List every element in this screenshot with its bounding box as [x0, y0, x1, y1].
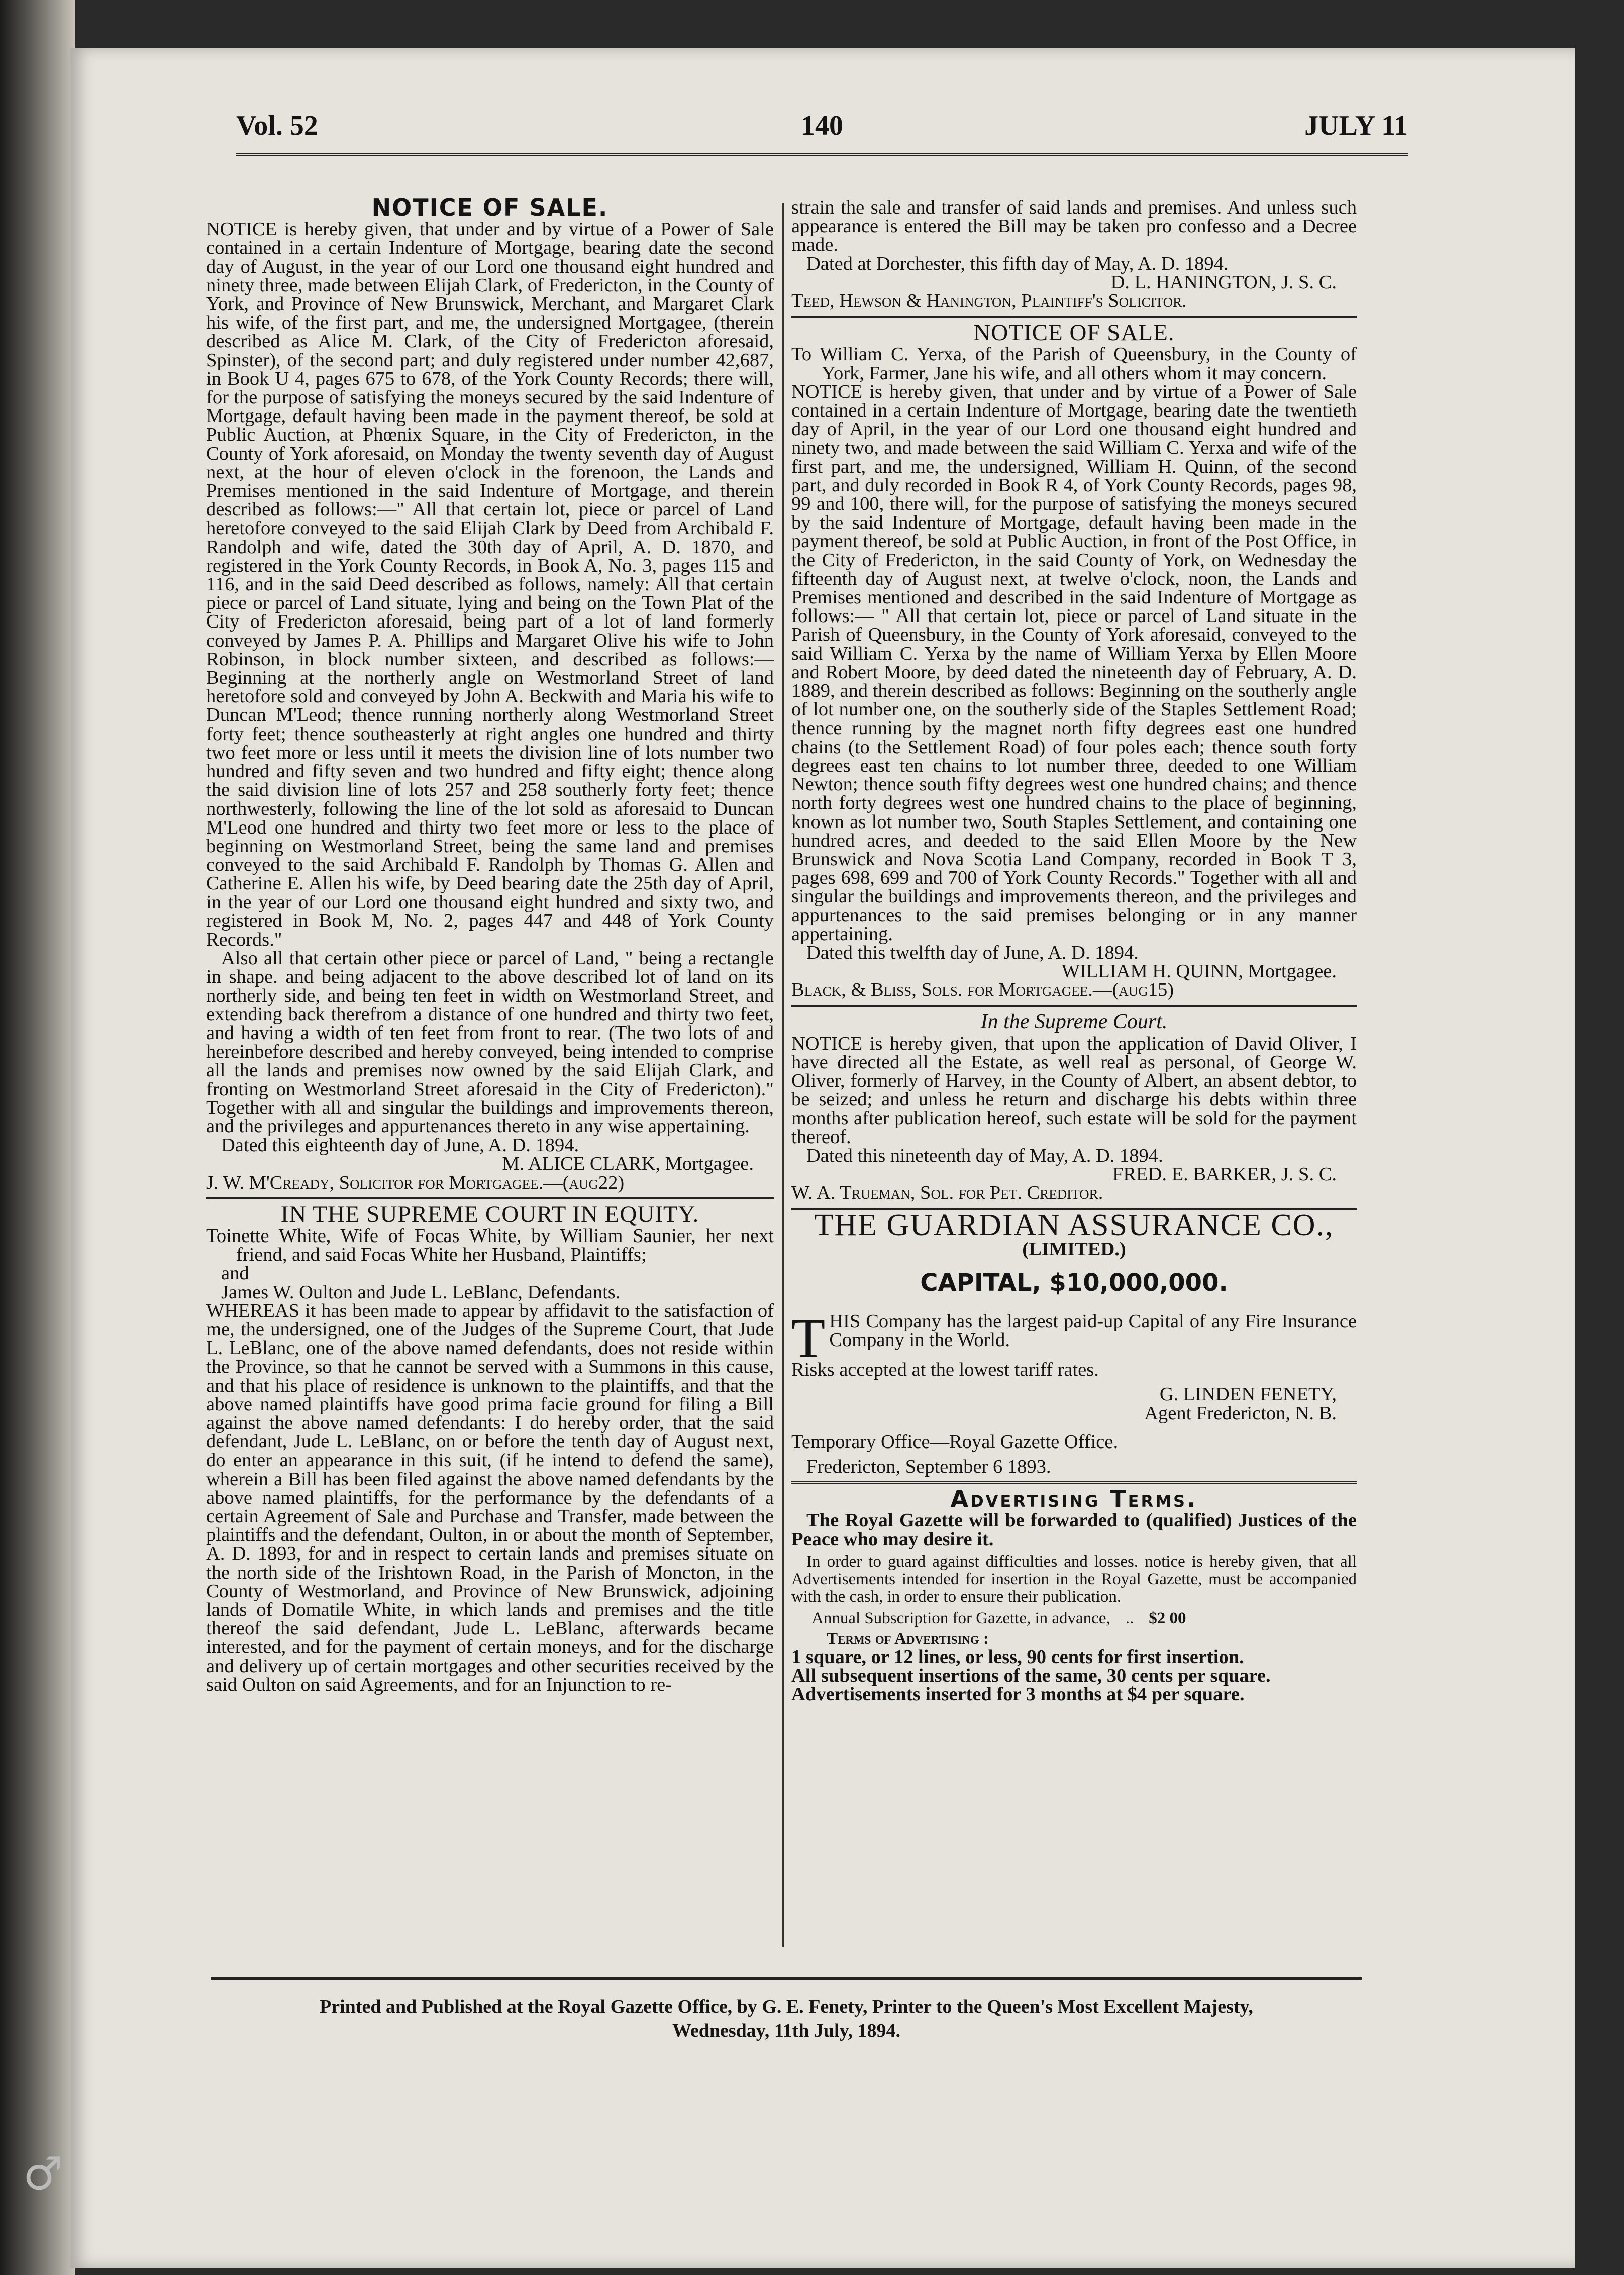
guardian-agent-location: Agent Fredericton, N. B.: [1144, 1402, 1337, 1424]
equity-solicitor: Teed, Hewson & Hanington, Plaintiff's Solicitor.: [791, 290, 1187, 312]
volume-label: Vol. 52: [236, 110, 318, 141]
notice-of-sale-title: NOTICE OF SALE.: [371, 194, 608, 221]
guardian-office: Temporary Office—Royal Gazette Office.: [791, 1431, 1119, 1453]
supreme-court-solicitor: W. A. Trueman, Sol. for Pet. Creditor.: [791, 1182, 1103, 1204]
notice-of-sale-2-addressee: To William C. Yerxa, of the Parish of Queensbury, in the County of York, Farmer, Jane his wife, and all others whom it may concern.: [791, 344, 1357, 384]
guardian-date: Fredericton, September 6 1893.: [806, 1456, 1051, 1477]
subscription-row: [791, 1610, 1357, 1627]
equity-body: WHEREAS it has been made to appear by affidavit to the satisfaction of me, the undersigned, one of the Judges of the Supreme Court, that Jude L. LeBlanc, one of the above named defendants, does not reside within the Province, so that he cannot be served with a Summons in this cause, and that his place of residence is unknown to the plaintiffs, and that the above named plaintiffs have good prima facie ground for filing a Bill against the above named defendants: I do hereby order, that the said defendant, Jude L. LeBlanc, on or before the tenth day of August next, do enter an appearance in this suit, (if he intend to defend the same), wherein a Bill has been filed against the above named defendants by the above named plaintiffs, for the performance by the defendants of a certain Agreement of Sale and Purchase and Transfer, made between the plaintiffs and the defendant, Oulton, in or about the month of September, A. D. 1893, for and in respect to certain lands and premises situate on the north side of the Irishtown Road, in the Parish of Moncton, in the County of Westmorland, and Province of New Brunswick, adjoining lands of Domatile White, in which lands and premises and the title thereof the said defendant, Jude L. LeBlanc, afterwards became interested, and for the payment of certain moneys, and for the discharge and delivery up of certain mortgages and other securities received by the said Oulton on said Agreements, and for an Injunction to re-: [206, 1300, 774, 1695]
issue-date: JULY 11: [1304, 110, 1408, 141]
guardian-body: HIS Company has the largest paid-up Capital of any Fire Insurance Company in the World.: [829, 1312, 1357, 1351]
advertising-terms-title: Advertising Terms.: [950, 1485, 1198, 1513]
subscription-price: $2 00: [1149, 1609, 1186, 1627]
page-mark: ♂: [23, 2148, 63, 2201]
advertising-intro: The Royal Gazette will be forwarded to (qualified) Justices of the Peace who may desire it.: [791, 1510, 1357, 1550]
imprint-line-1: Printed and Published at the Royal Gazette Office, by G. E. Fenety, Printer to the Queen's Most Excellent Majesty,: [320, 1996, 1253, 2017]
notice-of-sale-signature: M. ALICE CLARK, Mortgagee.: [502, 1153, 754, 1175]
section-rule: [206, 1197, 774, 1199]
equity-dated: Dated at Dorchester, this fifth day of May, A. D. 1894.: [806, 253, 1229, 274]
left-column: [206, 194, 774, 1695]
advertising-note: In order to guard against difficulties and losses. notice is hereby given, that all Advertisements intended for insertion in the Royal Gazette, must be accompanied with the cash, in order to ensure their publication.: [791, 1552, 1357, 1606]
equity-and: and: [221, 1263, 249, 1284]
equity-defendants: James W. Oulton and Jude L. LeBlanc, Defendants.: [221, 1281, 621, 1303]
imprint-footer: [211, 1977, 1362, 2043]
book-gutter: [0, 0, 75, 2275]
page-header: [236, 98, 1408, 156]
subscription-dots: ..: [1125, 1609, 1134, 1627]
guardian-risks: Risks accepted at the lowest tariff rates.: [791, 1359, 1099, 1381]
guardian-dropcap: T: [791, 1312, 826, 1361]
equity-judge-signature: D. L. HANINGTON, J. S. C.: [1110, 271, 1337, 293]
right-column: [791, 198, 1357, 1704]
supreme-court-signature: FRED. E. BARKER, J. S. C.: [1112, 1164, 1337, 1185]
subscription-label: Annual Subscription for Gazette, in advance,: [811, 1609, 1110, 1627]
guardian-capital: CAPITAL, $10,000,000.: [920, 1268, 1228, 1297]
equity-title: IN THE SUPREME COURT IN EQUITY.: [280, 1201, 699, 1227]
notice-of-sale-dated: Dated this eighteenth day of June, A. D. 1894.: [221, 1134, 579, 1156]
notice-of-sale-2-dated: Dated this twelfth day of June, A. D. 1894.: [806, 942, 1139, 963]
section-rule: [791, 316, 1357, 318]
page-number: 140: [801, 110, 843, 141]
guardian-paragraph: [791, 1312, 1357, 1361]
term-3: Advertisements inserted for 3 months at $4 per square.: [791, 1684, 1245, 1705]
term-1: 1 square, or 12 lines, or less, 90 cents for first insertion.: [791, 1646, 1244, 1668]
notice-of-sale-2-title: NOTICE OF SALE.: [973, 320, 1175, 346]
notice-of-sale-body: NOTICE is hereby given, that under and by virtue of a Power of Sale contained in a certain Indenture of Mortgage, bearing date the second day of August, in the year of our Lord one thousand eight hundred and ninety three, made between Elijah Clark, of Fredericton, in the County of York, and Province of New Brunswick, Merchant, and Margaret Clark his wife, of the first part, and me, the undersigned Mortgagee, (therein described as Alice M. Clark, of the City of Fredericton aforesaid, Spinster), of the second part; and duly registered under number 42,687, in Book U 4, pages 675 to 678, of the York County Records; there will, for the purpose of satisfying the moneys secured by the said Indenture of Mortgage, default having been made in the payment thereof, be sold at Public Auction, at Phœnix Square, in the City of Fredericton, in the County of York aforesaid, on Monday the twenty seventh day of August next, at the hour of eleven o'clock in the forenoon, the Lands and Premises mentioned in the said Indenture of Mortgage, and therein described as follows:—" All that certain lot, piece or parcel of Land heretofore conveyed to the said Elijah Clark by Deed from Archibald F. Randolph and wife, dated the 30th day of April, A. D. 1870, and registered in the York County Records, in Book A, No. 3, pages 115 and 116, and in the said Deed described as follows, namely: All that certain piece or parcel of Land situate, lying and being on the Town Plat of the City of Fredericton aforesaid, being part of a lot of land formerly conveyed by James P. A. Phillips and Margaret Olive his wife to John Robinson, in block number sixteen, and described as follows:—Beginning at the northerly angle on Westmorland Street of land heretofore sold and conveyed by John A. Beckwith and Maria his wife to Duncan M'Leod; thence running northerly along Westmorland Street forty feet; thence southeasterly at right angles one hundred and thirty two feet more or less until it meets the division line of lots number two hundred and fifty seven and two hundred and fifty eight; thence along the said division line of lots 257 and 258 southerly forty feet; thence northwesterly, following the line of the lot sold as aforesaid to Duncan M'Leod one hundred and thirty two feet more or less to the place of beginning on Westmorland Street, being the same land and premises conveyed to the said Archibald F. Randolph by Thomas G. Allen and Catherine E. Allen his wife, by Deed bearing date the 25th day of April, in the year of our Lord one thousand eight hundred and sixty two, and registered in Book M, No. 2, pages 447 and 448 of York County Records.": [206, 219, 774, 950]
supreme-court-dated: Dated this nineteenth day of May, A. D. 1894.: [806, 1145, 1163, 1166]
section-rule: [791, 1481, 1357, 1484]
notice-of-sale-solicitor: J. W. M'Cready, Solicitor for Mortgagee.—(aug22): [206, 1172, 625, 1193]
term-2: All subsequent insertions of the same, 30 cents per square.: [791, 1665, 1271, 1686]
notice-of-sale-body-2: Also all that certain other piece or parcel of Land, " being a rectangle in shape. and being adjacent to the above described lot of land on its northerly side, and being ten feet in width on Westmorland Street, and extending back therefrom a distance of one hundred and thirty two feet, and having a width of ten feet from front to rear. (The two lots of and hereinbefore described and hereby conveyed, being intended to comprise all the lands and premises now owned by the said Elijah Clark, and fronting on Westmorland Street aforesaid in the City of Fredericton)." Together with all and singular the buildings and improvements thereon, and the privileges and appurtenances thereto in any wise appertaining.: [206, 948, 774, 1137]
notice-of-sale-2-body: NOTICE is hereby given, that under and by virtue of a Power of Sale contained in a certain Indenture of Mortgage, bearing date the twentieth day of April, in the year of our Lord one thousand eight hundred and ninety two, and made between the said William C. Yerxa and wife of the first part, and me, the undersigned, William H. Quinn, of the second part, and duly recorded in Book R 4, of York County Records, pages 98, 99 and 100, there will, for the purpose of satisfying the moneys secured by the said Indenture of Mortgage, default having been made in the payment thereof, be sold at Public Auction, in front of the Post Office, in the City of Fredericton, in the said County of York, on Wednesday the fifteenth day of August next, at twelve o'clock, noon, the Lands and Premises mentioned and described in the said Indenture of Mortgage as follows:— " All that certain lot, piece or parcel of Land situate in the Parish of Queensbury, in the County of York aforesaid, conveyed to the said William C. Yerxa by the name of William Yerxa by Ellen Moore and Robert Moore, by deed dated the nineteenth day of February, A. D. 1889, and therein described as follows: Beginning on the southerly angle of lot number one, on the southerly side of the Staples Settlement Road; thence running by the magnet north fifty degrees east one hundred chains (to the Settlement Road) of four poles each; thence south forty degrees east ten chains to lot number three, deeded to one William Newton; thence south fifty degrees west one hundred chains; and thence north forty degrees west one hundred chains to the place of beginning, known as lot number two, South Staples Settlement, and containing one hundred acres, and deeded to the said Ellen Moore by the New Brunswick and Nova Scotia Land Company, recorded in Book T 3, pages 698, 699 and 700 of York County Records." Together with all and singular the buildings and improvements thereon, and the privileges and appurtenances to the said premises belonging or in any manner appertaining.: [791, 381, 1357, 945]
equity-plaintiffs: Toinette White, Wife of Focas White, by William Saunier, her next friend, and said Focas White her Husband, Plaintiffs;: [206, 1225, 774, 1266]
notice-of-sale-2-signature: WILLIAM H. QUINN, Mortgagee.: [1061, 961, 1337, 982]
terms-heading: Terms of Advertising :: [827, 1629, 989, 1648]
guardian-agent-name: G. LINDEN FENETY,: [1159, 1384, 1337, 1405]
guardian-title: THE GUARDIAN ASSURANCE CO.,: [814, 1208, 1334, 1243]
column-divider: [782, 203, 784, 1947]
guardian-limited: (LIMITED.): [1022, 1238, 1126, 1260]
imprint-line-2: Wednesday, 11th July, 1894.: [672, 2020, 900, 2041]
equity-continued: strain the sale and transfer of said lands and premises. And unless such appearance is entered the Bill may be taken pro confesso and a Decree made.: [791, 197, 1357, 256]
supreme-court-body: NOTICE is hereby given, that upon the application of David Oliver, I have directed all the Estate, as well real as personal, of George W. Oliver, formerly of Harvey, in the County of Albert, an absent debtor, to be seized; and unless he return and discharge his debts within three months after publication hereof, such estate will be sold for the payment thereof.: [791, 1032, 1357, 1148]
notice-of-sale-2-solicitor: Black, & Bliss, Sols. for Mortgagee.—(aug15): [791, 979, 1174, 1001]
section-rule: [791, 1005, 1357, 1007]
supreme-court-title: In the Supreme Court.: [980, 1010, 1168, 1033]
